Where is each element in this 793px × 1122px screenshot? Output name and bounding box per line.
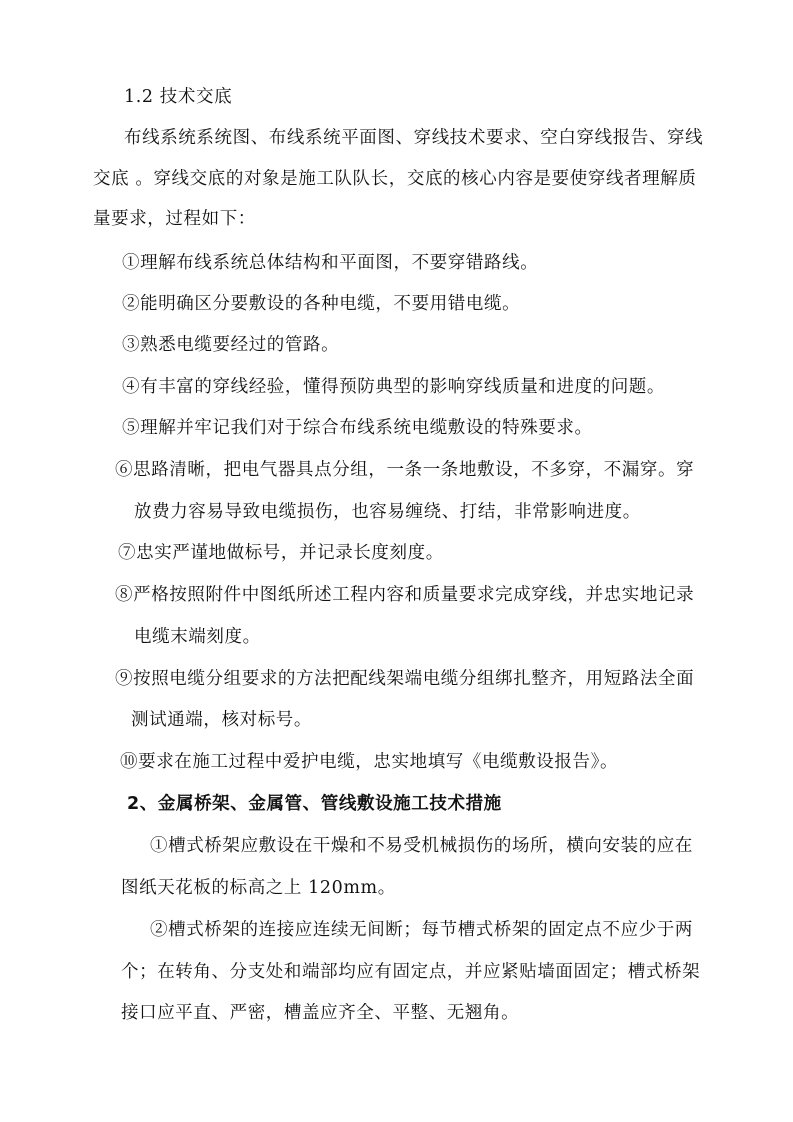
list-item-6-line-1: ⑥思路清晰，把电气器具点分组，一条一条地敷设，不多穿，不漏穿。穿 [115, 460, 695, 480]
intro-line-2: 交底 。穿线交底的对象是施工队队长，交底的核心内容是要使穿线者理解质 [93, 169, 697, 189]
list-item-5: ⑤理解并牢记我们对于综合布线系统电缆敷设的特殊要求。 [122, 418, 593, 438]
intro-line-3: 量要求，过程如下： [93, 209, 256, 229]
list-item-4: ④有丰富的穿线经验，懂得预防典型的影响穿线质量和进度的问题。 [122, 377, 665, 397]
section-2-para-2-line-1: ②槽式桥架的连接应连续无间断；每节槽式桥架的固定点不应少于两 [150, 920, 693, 940]
section-2-para-1-line-2: 图纸天花板的标高之上 120mm。 [121, 878, 396, 898]
list-item-2: ②能明确区分要敷设的各种电缆，不要用错电缆。 [122, 294, 521, 314]
list-item-1: ①理解布线系统总体结构和平面图，不要穿错路线。 [122, 253, 539, 273]
list-item-10: ⑩要求在施工过程中爱护电缆，忠实地填写《电缆敷设报告》。 [120, 752, 619, 772]
list-item-9-line-1: ⑨按照电缆分组要求的方法把配线架端电缆分组绑扎整齐，用短路法全面 [115, 669, 695, 689]
intro-line-1: 布线系统系统图、布线系统平面图、穿线技术要求、空白穿线报告、穿线 [124, 128, 704, 148]
list-item-8-line-1: ⑧严格按照附件中图纸所述工程内容和质量要求完成穿线，并忠实地记录 [115, 585, 695, 605]
section-2-para-2-line-2: 个；在转角、分支处和端部均应有固定点，并应紧贴墙面固定；槽式桥架 [121, 962, 701, 982]
section-1-2-heading: 1.2 技术交底 [124, 87, 233, 107]
section-2-para-1-line-1: ①槽式桥架应敷设在干燥和不易受机械损伤的场所，横向安装的应在 [150, 836, 693, 856]
section-2-heading: 2、金属桥架、金属管、管线敷设施工技术措施 [127, 794, 502, 814]
list-item-7: ⑦忠实严谨地做标号，并记录长度刻度。 [118, 543, 444, 563]
list-item-8-line-2: 电缆末端刻度。 [134, 627, 261, 647]
section-2-para-2-line-3: 接口应平直、严密，槽盖应齐全、平整、无翘角。 [121, 1003, 520, 1023]
list-item-3: ③熟悉电缆要经过的管路。 [122, 335, 340, 355]
list-item-6-line-2: 放费力容易导致电缆损伤，也容易缠绕、打结，非常影响进度。 [134, 502, 641, 522]
list-item-9-line-2: 测试通端，核对标号。 [131, 710, 312, 730]
